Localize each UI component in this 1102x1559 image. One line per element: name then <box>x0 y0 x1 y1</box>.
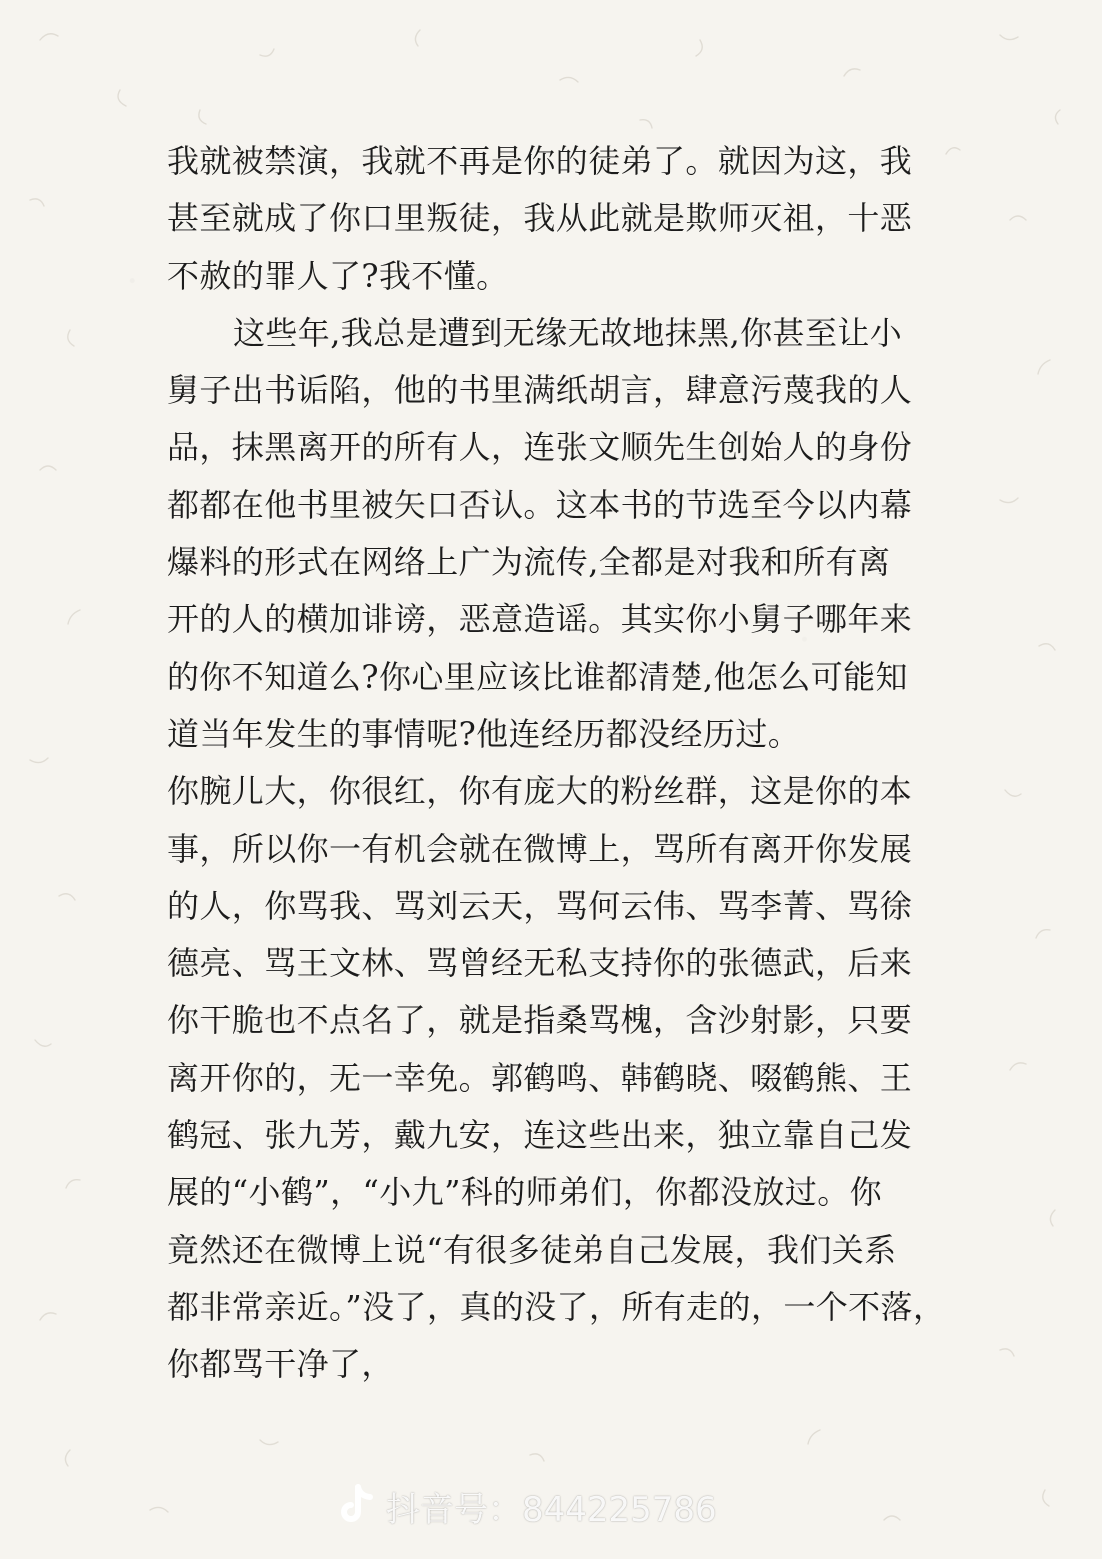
text-line: 品，抹黑离开的所有人，连张文顺先生创始人的身份 <box>167 428 913 467</box>
text-line: 鹤冠、张九芳，戴九安，连这些出来，独立靠自己发 <box>167 1116 913 1155</box>
text-line: 甚至就成了你口里叛徒，我从此就是欺师灭祖，十恶 <box>167 199 913 238</box>
text-line: 我就被禁演，我就不再是你的徒弟了。就因为这，我 <box>167 142 913 180</box>
letter-body <box>167 133 946 1394</box>
text-line: 离开你的，无一幸免。郭鹤鸣、韩鹤晓、啜鹤熊、王 <box>167 1058 913 1097</box>
text-line: 你都骂干净了， <box>167 1345 394 1384</box>
text-line: 道当年发生的事情呢?他连经历都没经历过。 <box>167 714 801 753</box>
text-line: 都都在他书里被矢口否认。这本书的节选至今以内幕 <box>167 485 913 524</box>
text-line: 爆料的形式在网络上广为流传,全都是对我和所有离 <box>167 543 891 582</box>
text-line: 这些年,我总是遭到无缘无故地抹黑,你甚至让小 <box>233 313 903 352</box>
text-line: 舅子出书诟陷，他的书里满纸胡言，肆意污蔑我的人 <box>167 371 913 410</box>
text-line: 不赦的罪人了?我不懂。 <box>167 256 509 295</box>
text-line: 的人，你骂我、骂刘云天，骂何云伟、骂李菁、骂徐 <box>167 886 913 925</box>
text-line: 开的人的横加诽谤，恶意造谣。其实你小舅子哪年来 <box>167 600 913 639</box>
watermark-text: 抖音号：844225786 <box>386 1489 717 1530</box>
text-line: 德亮、骂王文林、骂曾经无私支持你的张德武，后来 <box>167 944 913 983</box>
text-line: 都非常亲近。”没了，真的没了，所有走的，一个不落， <box>167 1287 946 1326</box>
text-line: 你干脆也不点名了，就是指桑骂槐，含沙射影，只要 <box>167 1001 913 1040</box>
text-line: 事，所以你一有机会就在微博上，骂所有离开你发展 <box>167 829 913 868</box>
text-line: 的你不知道么?你心里应该比谁都清楚,他怎么可能知 <box>167 657 908 696</box>
text-line: 竟然还在微博上说“有很多徒弟自己发展，我们关系 <box>167 1230 897 1269</box>
douyin-watermark <box>336 1478 717 1534</box>
text-line: 你腕儿大，你很红，你有庞大的粉丝群，这是你的本 <box>167 772 913 811</box>
tiktok-logo-icon <box>336 1483 376 1529</box>
text-line: 展的“小鹤”，“小九”科的师弟们，你都没放过。你 <box>167 1173 883 1212</box>
